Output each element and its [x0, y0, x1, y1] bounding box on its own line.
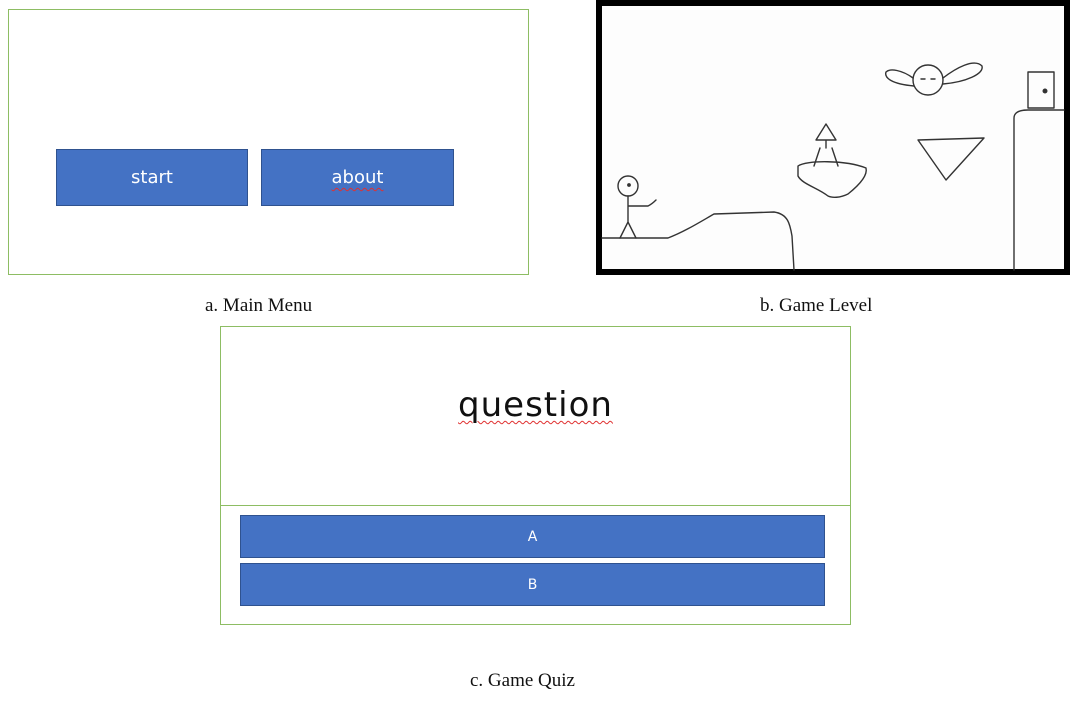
quiz-question	[221, 385, 850, 425]
game-level-canvas	[596, 0, 1070, 275]
quiz-panel	[220, 326, 851, 625]
start-button-label: start	[131, 167, 173, 188]
quiz-caption: c. Game Quiz	[470, 670, 575, 691]
about-button-label: about	[331, 167, 384, 188]
main-menu-panel	[8, 9, 529, 275]
start-button[interactable]	[56, 149, 248, 206]
level-frame	[599, 3, 1067, 272]
answer-b-button[interactable]	[240, 563, 825, 606]
quiz-divider	[221, 505, 850, 506]
game-level-caption: b. Game Level	[760, 295, 873, 316]
answer-a-button[interactable]	[240, 515, 825, 558]
quiz-question-text: question	[458, 385, 613, 425]
answer-b-label: B	[527, 576, 538, 593]
door-knob	[1043, 89, 1047, 93]
game-level-panel	[596, 0, 1070, 275]
about-button[interactable]	[261, 149, 454, 206]
main-menu-caption: a. Main Menu	[205, 295, 313, 316]
answer-a-label: A	[527, 528, 538, 545]
